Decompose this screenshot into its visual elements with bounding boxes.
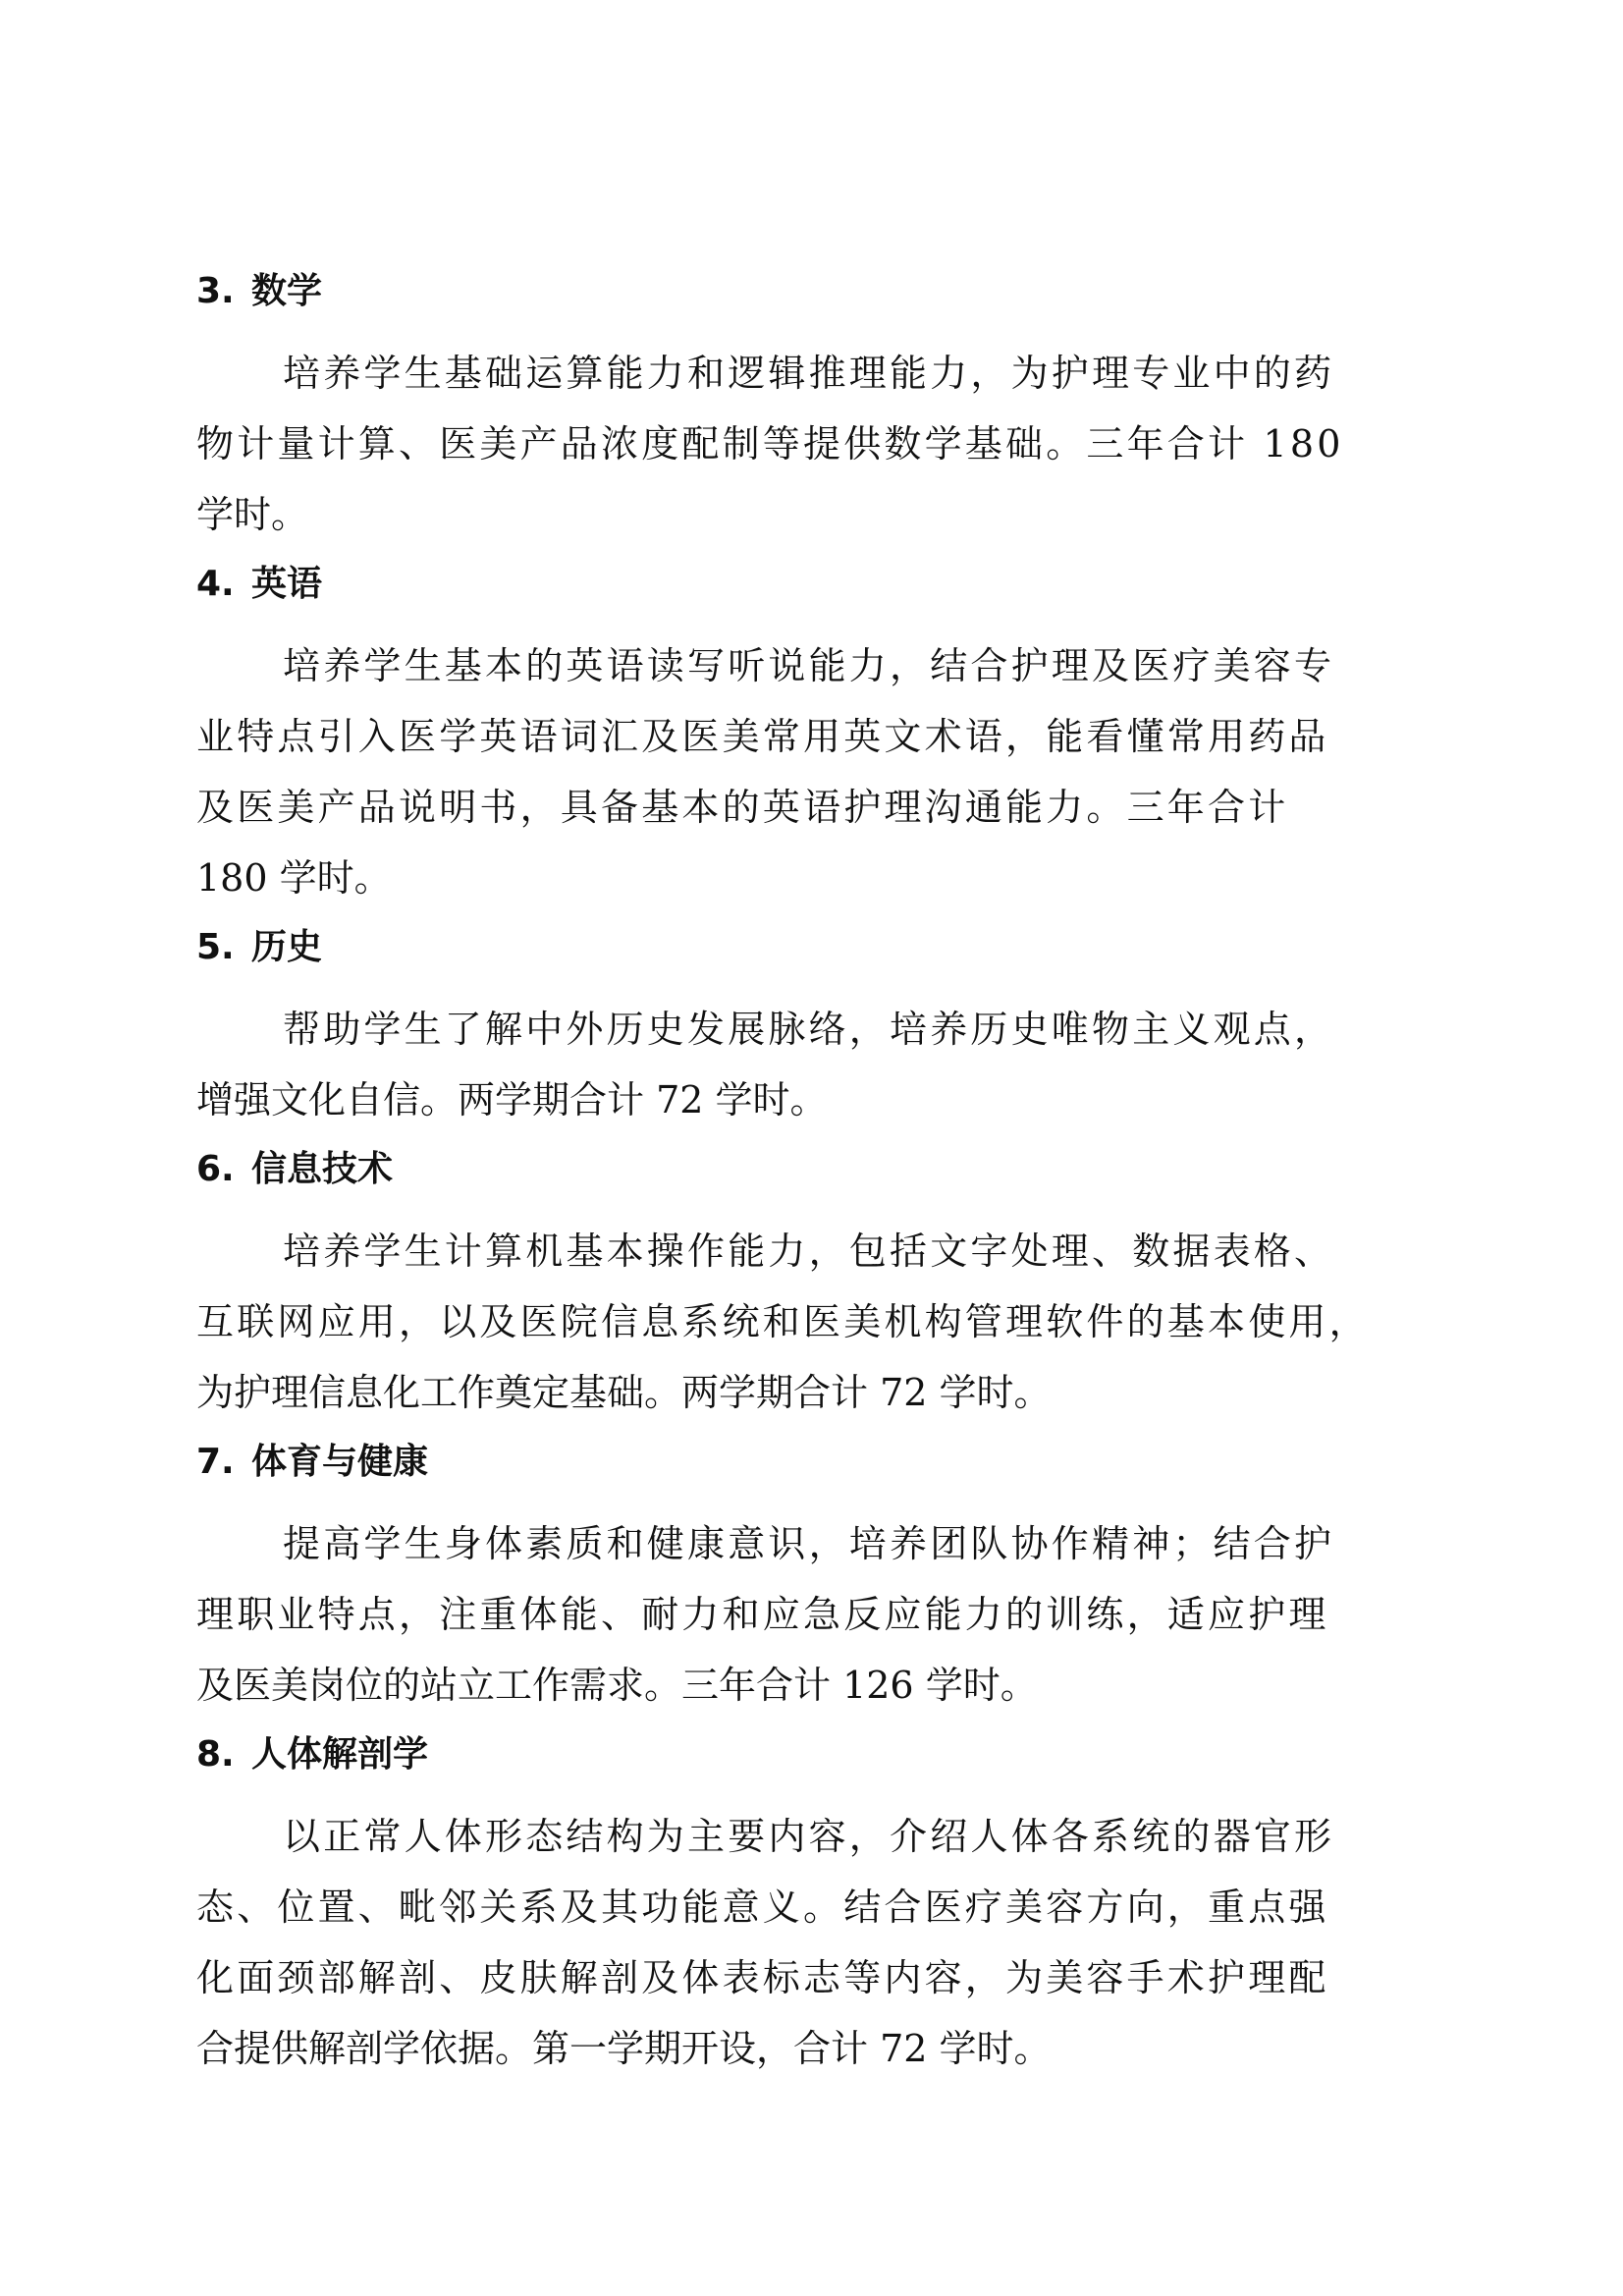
paragraph-line: 合提供解剖学依据。第一学期开设，合计 72 学时。 — [196, 2027, 1052, 2070]
paragraph-line: 物计量计算、医美产品浓度配制等提供数学基础。三年合计 180 — [196, 422, 1344, 465]
section-number: 8. — [196, 1734, 235, 1775]
paragraph-line: 为护理信息化工作奠定基础。两学期合计 72 学时。 — [196, 1371, 1052, 1414]
paragraph-line: 学时。 — [196, 493, 309, 536]
section-title: 历史 — [251, 927, 323, 967]
section-heading — [196, 927, 1443, 968]
section-title: 信息技术 — [251, 1149, 394, 1189]
paragraph-line: 业特点引入医学英语词汇及医美常用英文术语，能看懂常用药品 — [196, 715, 1329, 758]
section-paragraph — [196, 1801, 1443, 2084]
paragraph-line: 态、位置、毗邻关系及其功能意义。结合医疗美容方向，重点强 — [196, 1886, 1329, 1929]
section-number: 7. — [196, 1442, 235, 1482]
section-paragraph — [196, 1508, 1443, 1721]
section-3 — [196, 271, 1443, 564]
document-body — [196, 271, 1443, 2084]
section-heading — [196, 564, 1443, 605]
paragraph-line: 以正常人体形态结构为主要内容，介绍人体各系统的器官形 — [283, 1815, 1335, 1858]
paragraph-line: 提高学生身体素质和健康意识，培养团队协作精神；结合护 — [283, 1522, 1335, 1565]
paragraph-line: 培养学生计算机基本操作能力，包括文字处理、数据表格、 — [283, 1230, 1335, 1273]
paragraph-line: 培养学生基本的英语读写听说能力，结合护理及医疗美容专 — [283, 644, 1335, 687]
paragraph-line: 增强文化自信。两学期合计 72 学时。 — [196, 1078, 828, 1121]
paragraph-line: 互联网应用，以及医院信息系统和医美机构管理软件的基本使用， — [196, 1300, 1370, 1343]
paragraph-line: 培养学生基础运算能力和逻辑推理能力，为护理专业中的药 — [283, 352, 1335, 395]
section-heading — [196, 1149, 1443, 1190]
section-paragraph — [196, 338, 1443, 550]
section-heading — [196, 271, 1443, 312]
section-4 — [196, 564, 1443, 927]
section-title: 体育与健康 — [251, 1442, 429, 1482]
section-paragraph — [196, 1216, 1443, 1428]
section-paragraph — [196, 630, 1443, 913]
paragraph-line: 180 学时。 — [196, 856, 392, 900]
paragraph-line: 理职业特点，注重体能、耐力和应急反应能力的训练，适应护理 — [196, 1593, 1329, 1636]
section-title: 数学 — [251, 271, 323, 311]
section-7 — [196, 1442, 1443, 1734]
section-heading — [196, 1734, 1443, 1776]
section-heading — [196, 1442, 1443, 1483]
section-8 — [196, 1734, 1443, 2084]
paragraph-line: 及医美产品说明书，具备基本的英语护理沟通能力。三年合计 — [196, 786, 1289, 829]
section-5 — [196, 927, 1443, 1149]
section-title: 人体解剖学 — [251, 1734, 429, 1775]
paragraph-line: 帮助学生了解中外历史发展脉络，培养历史唯物主义观点， — [283, 1008, 1335, 1051]
section-title: 英语 — [251, 564, 323, 604]
paragraph-line: 及医美岗位的站立工作需求。三年合计 126 学时。 — [196, 1664, 1038, 1707]
section-6 — [196, 1149, 1443, 1442]
section-paragraph — [196, 994, 1443, 1135]
paragraph-line: 化面颈部解剖、皮肤解剖及体表标志等内容，为美容手术护理配 — [196, 1956, 1329, 1999]
section-number: 4. — [196, 564, 235, 604]
section-number: 5. — [196, 927, 235, 967]
section-number: 6. — [196, 1149, 235, 1189]
section-number: 3. — [196, 271, 235, 311]
